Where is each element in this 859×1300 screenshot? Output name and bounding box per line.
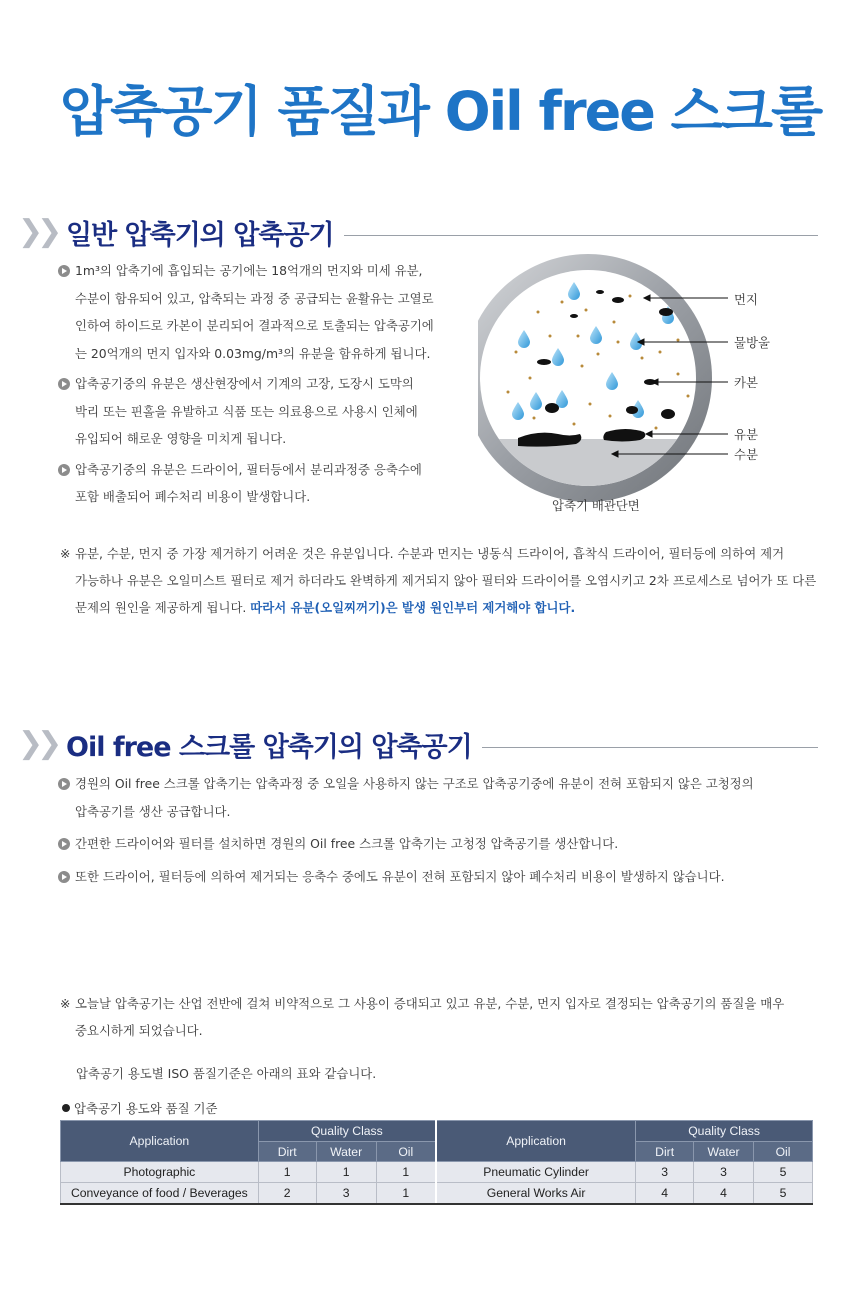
double-chevron-icon: ❯❯ bbox=[18, 214, 57, 249]
emphasis-text: 따라서 유분(오일찌꺼기)은 발생 원인부터 제거해야 합니다. bbox=[250, 600, 576, 615]
header-oil: Oil bbox=[376, 1142, 436, 1162]
label-water: 수분 bbox=[734, 447, 758, 462]
header-water: Water bbox=[694, 1142, 754, 1162]
diagram-caption: 압축기 배관단면 bbox=[552, 498, 640, 513]
bullet-arrow-icon bbox=[58, 838, 70, 850]
iso-standard-text: 압축공기 용도별 ISO 품질기준은 아래의 표와 같습니다. bbox=[76, 1066, 377, 1081]
header-oil: Oil bbox=[754, 1142, 813, 1162]
header-application: Application bbox=[436, 1121, 636, 1162]
bullet-arrow-icon bbox=[58, 871, 70, 883]
header-quality-class: Quality Class bbox=[636, 1121, 813, 1142]
header-dirt: Dirt bbox=[636, 1142, 694, 1162]
list-item: 경원의 Oil free 스크롤 압축기는 압축과정 중 오일을 사용하지 않는 구조로 압축공기중에 유분이 전혀 포함되지 않은 고청정의 압축공기를 생산 공급합니다. bbox=[58, 770, 818, 825]
list-item: 1m³의 압축기에 흡입되는 공기에는 18억개의 먼지와 미세 유분, 수분이 함유되어 있고, 압축되는 과정 중 공급되는 윤활유는 고열로 인하여 하이드로 카본이 분리되어 결과적으로 토출되는 압축공기에 는 20억개의 먼지 입자와 0.03mg/m³의 유분을 함유하게 됩니다. bbox=[58, 257, 458, 367]
table-row: Photographic 1 1 1 Pneumatic Cylinder 3 3 5 bbox=[61, 1162, 813, 1183]
bullet-list-general bbox=[58, 257, 458, 512]
label-dust: 먼지 bbox=[734, 292, 758, 307]
section-title: 일반 압축기의 압축공기 bbox=[66, 219, 334, 251]
table-caption: 압축공기 용도와 품질 기준 bbox=[62, 1099, 217, 1117]
header-quality-class: Quality Class bbox=[258, 1121, 436, 1142]
header-dirt: Dirt bbox=[258, 1142, 316, 1162]
section-heading-oil-free bbox=[18, 724, 818, 764]
header-application: Application bbox=[61, 1121, 259, 1162]
label-carbon: 카본 bbox=[734, 375, 758, 390]
bullet-arrow-icon bbox=[58, 778, 70, 790]
bullet-arrow-icon bbox=[58, 464, 70, 476]
bullet-arrow-icon bbox=[58, 378, 70, 390]
note-oil-removal: ※ 유분, 수분, 먼지 중 가장 제거하기 어려운 것은 유분입니다. 수분과 먼지는 냉동식 드라이어, 흡착식 드라이어, 필터등에 의하여 제거 가능하나 유분은 오일미스트 필터로 제거 하더라도 완벽하게 제거되지 않아 필터와 드라이어를 오염시키고 2차 프로세스로 넘어가 또 다른 문제의 원인을 제공하게 됩니다. 따라서 유분(오일찌꺼기)은 발생 원인부터 제거해야 합니다. bbox=[60, 546, 817, 615]
page-title: 압축공기 품질과 Oil free 스크롤 bbox=[60, 80, 822, 143]
table-row: Conveyance of food / Beverages 2 3 1 General Works Air 4 4 5 bbox=[61, 1183, 813, 1204]
bullet-list-oil-free bbox=[58, 770, 818, 891]
note-air-quality: ※ 오늘날 압축공기는 산업 전반에 걸쳐 비약적으로 그 사용이 증대되고 있고 유분, 수분, 먼지 입자로 결정되는 압축공기의 품질을 매우 중요시하게 되었습니다. bbox=[60, 996, 785, 1038]
pipe-cross-section-diagram bbox=[478, 232, 818, 522]
double-chevron-icon: ❯❯ bbox=[18, 726, 57, 761]
list-item: 압축공기중의 유분은 생산현장에서 기계의 고장, 도장시 도막의 박리 또는 핀홀을 유발하고 식품 또는 의료용으로 사용시 인체에 유입되어 해로운 영향을 미치게 됩니다. bbox=[58, 370, 458, 453]
label-droplet: 물방울 bbox=[734, 335, 770, 350]
list-item: 압축공기중의 유분은 드라이어, 필터등에서 분리과정중 응축수에 포함 배출되어 폐수처리 비용이 발생합니다. bbox=[58, 456, 458, 511]
bullet-arrow-icon bbox=[58, 265, 70, 277]
list-item: 간편한 드라이어와 필터를 설치하면 경원의 Oil free 스크롤 압축기는 고청정 압축공기를 생산합니다. bbox=[58, 830, 818, 858]
divider bbox=[482, 747, 818, 748]
header-water: Water bbox=[316, 1142, 376, 1162]
section-title: Oil free 스크롤 압축기의 압축공기 bbox=[66, 731, 472, 763]
bullet-dot-icon bbox=[62, 1104, 70, 1112]
label-oil: 유분 bbox=[734, 427, 758, 442]
list-item: 또한 드라이어, 필터등에 의하여 제거되는 응축수 중에도 유분이 전혀 포함되지 않아 폐수처리 비용이 발생하지 않습니다. bbox=[58, 863, 818, 891]
quality-class-table bbox=[60, 1120, 813, 1205]
pipe-illustration bbox=[478, 232, 818, 522]
